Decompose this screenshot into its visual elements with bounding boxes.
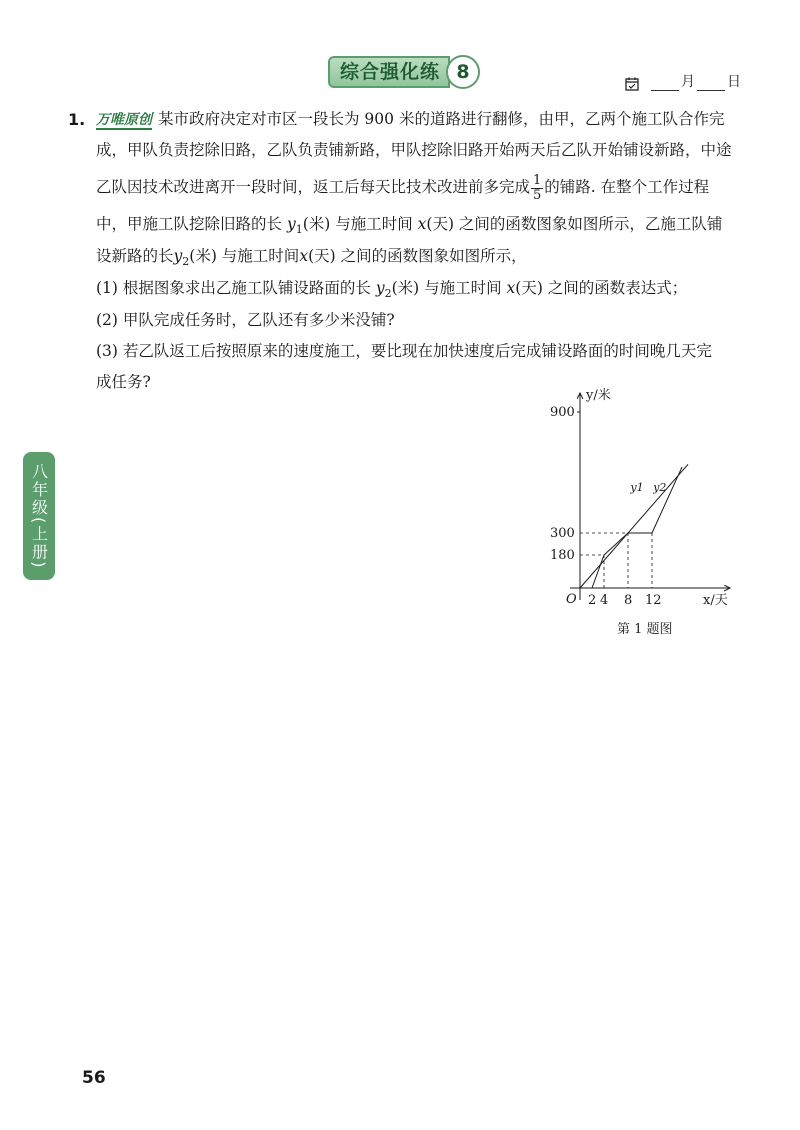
graph-caption: 第 1 题图	[617, 622, 673, 637]
part-1: (1) 根据图象求出乙施工队铺设路面的长 $y_2$(米) 与施工时间 x(天) 之间的函数表达式；	[96, 279, 688, 300]
y-tick-label: 180	[550, 548, 575, 564]
y-tick-label: 300	[550, 526, 575, 542]
series-y1-label: y1	[630, 480, 644, 494]
question-line-5: 设新路的长$y_2$(米) 与施工时间x(天) 之间的函数图象如图所示，	[96, 247, 527, 268]
x-tick-label: 4	[600, 593, 609, 608]
part-3-line-1: (3) 若乙队返工后按照原来的速度施工，要比现在加快速度后完成铺设路面的时间晚几天完	[96, 342, 712, 360]
grade-side-tab: 八年级(上册)	[23, 452, 55, 580]
function-graph	[540, 385, 750, 645]
fraction-one-fifth: $\frac{1}{5}$	[533, 172, 542, 203]
day-label: 日	[727, 74, 741, 90]
section-title: 综合强化练	[328, 56, 450, 88]
month-blank[interactable]	[651, 76, 679, 91]
origin-label: O	[566, 592, 577, 607]
x-tick-label: 8	[624, 593, 633, 608]
series-y2-label: y2	[653, 480, 667, 494]
y-axis-label: y/米	[586, 388, 611, 403]
y-tick-label: 900	[550, 405, 575, 420]
question-1	[68, 104, 738, 398]
question-line-1: 万唯原创 某市政府决定对市区一段长为 900 米的道路进行翻修，由甲，乙两个施工队合作完	[96, 110, 725, 128]
section-title-badge	[328, 56, 480, 88]
month-label: 月	[681, 74, 695, 90]
date-fill-area	[625, 71, 741, 91]
page-number: 56	[82, 1068, 106, 1088]
question-number: 1.	[68, 110, 86, 129]
x-tick-label: 2	[588, 593, 597, 608]
source-tag: 万唯原创	[96, 112, 152, 128]
x-tick-label: 12	[645, 593, 662, 608]
day-blank[interactable]	[697, 76, 725, 91]
part-2: (2) 甲队完成任务时，乙队还有多少米没铺?	[96, 311, 395, 329]
section-number: 8	[446, 55, 480, 89]
question-line-3: 乙队因技术改进离开一段时间，返工后每天比技术改进前多完成 $\frac{1}{5}$ 的铺路. 在整个工作过程	[96, 172, 710, 203]
question-line-2: 成，甲队负责挖除旧路，乙队负责铺新路，甲队挖除旧路开始两天后乙队开始铺设新路，中途	[96, 141, 732, 159]
part-3-line-2: 成任务?	[96, 373, 151, 391]
calendar-icon	[625, 77, 639, 91]
x-axis-label: x/天	[703, 593, 728, 608]
question-line-4: 中，甲施工队挖除旧路的长 $y_1$(米) 与施工时间 x(天) 之间的函数图象如图所示，乙施工队铺	[96, 215, 723, 236]
